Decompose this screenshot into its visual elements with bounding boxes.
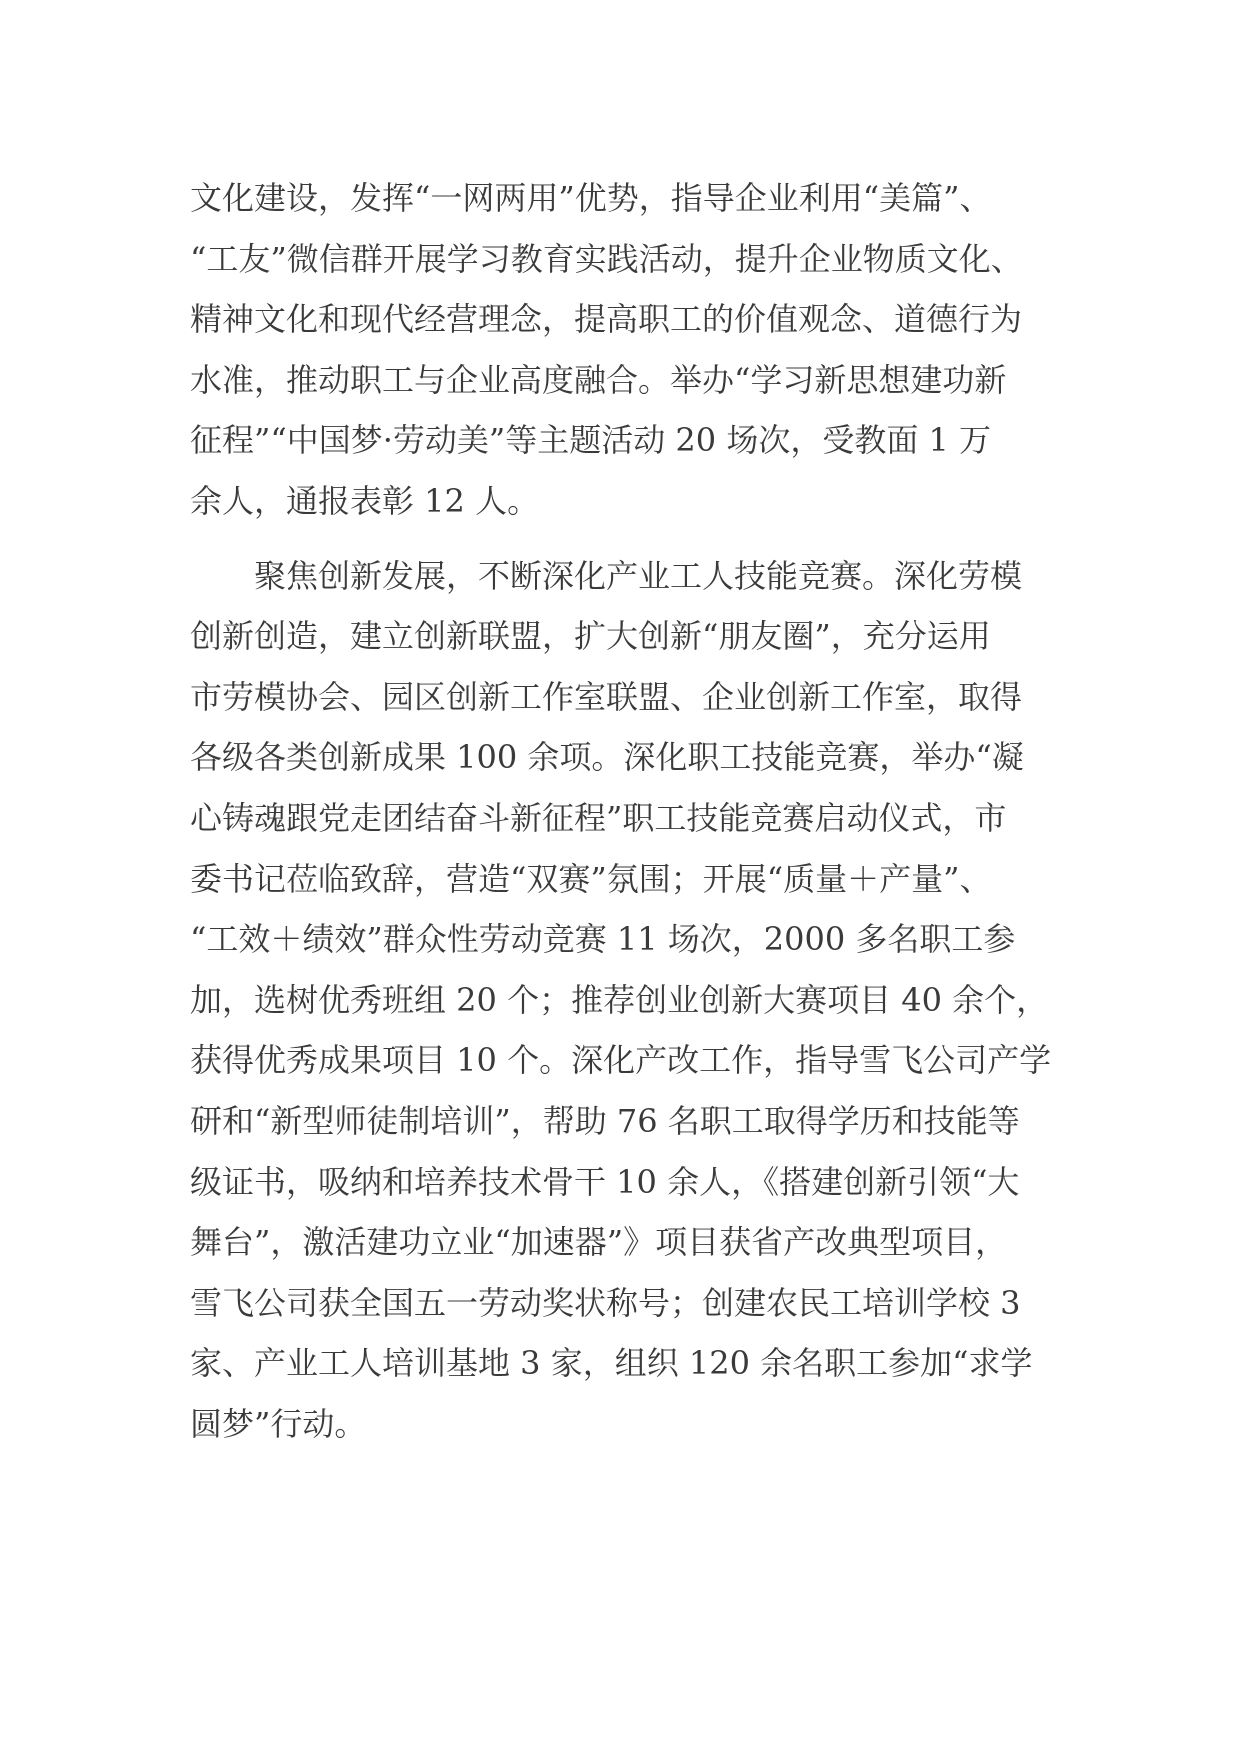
text-line: 精神文化和现代经营理念，提高职工的价值观念、道德行为	[190, 300, 1023, 339]
text-line: 创新创造，建立创新联盟，扩大创新“朋友圈”，充分运用	[190, 617, 991, 656]
document-body	[190, 168, 1056, 1454]
text-line: 聚焦创新发展，不断深化产业工人技能竞赛。深化劳模	[190, 556, 1023, 595]
text-line: 获得优秀成果项目 10 个。深化产改工作，指导雪飞公司产学	[190, 1041, 1052, 1080]
text-line: 家、产业工人培训基地 3 家，组织 120 余名职工参加“求学	[190, 1344, 1033, 1383]
text-line: 舞台”，激活建功立业“加速器”》项目获省产改典型项目，	[190, 1223, 1008, 1262]
text-line: 心铸魂跟党走团结奋斗新征程”职工技能竞赛启动仪式，市	[190, 798, 1007, 837]
text-line: “工效＋绩效”群众性劳动竞赛 11 场次，2000 多名职工参	[190, 920, 1016, 959]
text-line: 文化建设，发挥“一网两用”优势，指导企业利用“美篇”、	[190, 179, 992, 217]
text-line: 市劳模协会、园区创新工作室联盟、企业创新工作室，取得	[190, 677, 1023, 716]
text-line: 各级各类创新成果 100 余项。深化职工技能竞赛，举办“凝	[190, 738, 1024, 777]
text-line: 雪飞公司获全国五一劳动奖状称号；创建农民工培训学校 3	[190, 1283, 1021, 1322]
text-line: “工友”微信群开展学习教育实践活动，提升企业物质文化、	[190, 239, 1023, 278]
text-line: 加，选树优秀班组 20 个；推荐创业创新大赛项目 40 余个，	[190, 980, 1049, 1019]
text-line: 征程”“中国梦·劳动美”等主题活动 20 场次，受教面 1 万	[190, 421, 992, 460]
paragraph-spacer	[190, 532, 1056, 546]
text-line: 级证书，吸纳和培养技术骨干 10 余人，《搭建创新引领“大	[190, 1162, 1020, 1201]
text-line: 余人，通报表彰 12 人。	[190, 481, 540, 520]
text-line: 水准，推动职工与企业高度融合。举办“学习新思想建功新	[190, 360, 1007, 399]
text-line: 圆梦”行动。	[190, 1404, 367, 1443]
text-line: 委书记莅临致辞，营造“双赛”氛围；开展“质量＋产量”、	[190, 859, 992, 898]
paragraph-2	[190, 546, 1056, 1455]
text-line: 研和“新型师徒制培训”，帮助 76 名职工取得学历和技能等	[190, 1101, 1020, 1140]
paragraph-1	[190, 168, 1056, 532]
